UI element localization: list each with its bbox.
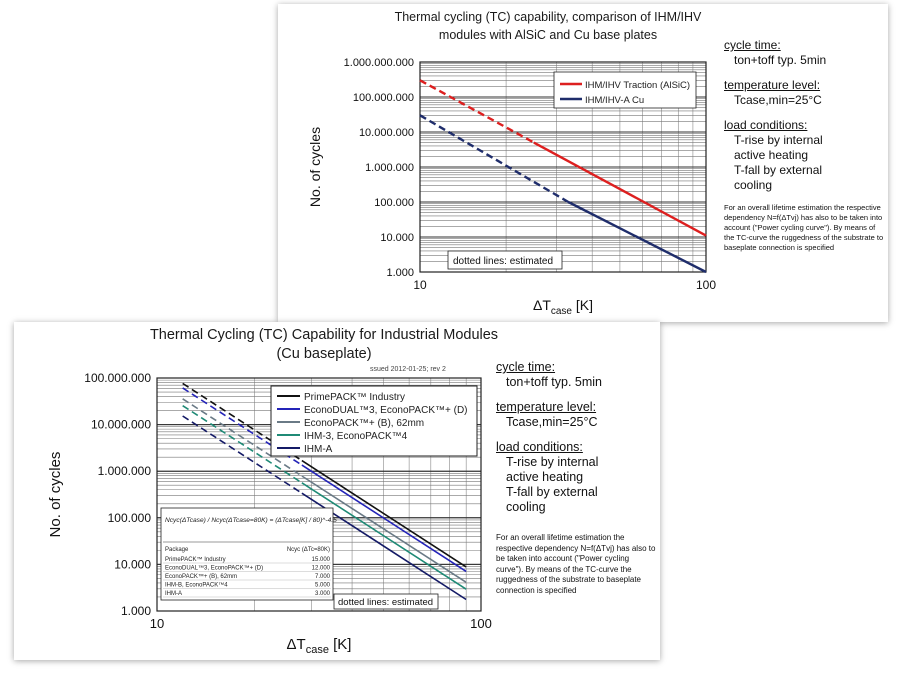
bottom-chart-card: [14, 322, 660, 660]
table-cell-n: 5.000: [314, 582, 330, 589]
bottom-cycle-text: ton+toff typ. 5min: [506, 375, 603, 389]
bottom-temp-heading: temperature level:: [496, 400, 597, 414]
table-cell-package: PrimePACK™ Industry: [165, 557, 226, 563]
x-tick-label: 10: [413, 278, 427, 292]
series-line-estimated: [420, 80, 534, 142]
table-cell-n: 15.000: [311, 557, 330, 563]
legend-label: IHM/IHV-A Cu: [585, 95, 645, 106]
y-tick-label: 10.000.000: [90, 417, 151, 432]
table-cell-package: IHM-A: [165, 591, 182, 597]
top-temp-text: Tcase,min=25°C: [734, 93, 822, 107]
x-axis-label: $\Delta T_{case}$ [K]: [286, 636, 352, 656]
table-header-n: Ncyc (ΔTc=80K): [286, 547, 330, 553]
y-axis-label: No. of cycles: [307, 126, 323, 208]
legend-label: IHM-A: [304, 444, 333, 455]
y-tick-label: 10.000.000: [358, 127, 414, 139]
top-temp-heading: temperature level:: [724, 78, 821, 92]
top-load-heading: load conditions:: [724, 118, 808, 132]
bottom-cycle-heading: cycle time:: [496, 360, 556, 374]
top-cycle-heading: cycle time:: [724, 38, 781, 52]
top-cycle-text: ton+toff typ. 5min: [734, 53, 827, 67]
y-tick-label: 100.000: [374, 197, 414, 209]
table-cell-n: 12.000: [311, 565, 330, 572]
table-cell-n: 7.000: [314, 574, 330, 580]
y-tick-label: 1.000.000: [365, 162, 414, 174]
top-load-line4: cooling: [734, 178, 773, 192]
table-cell-package: EconoDUAL™3, EconoPACK™+ (D): [165, 565, 264, 572]
y-tick-label: 100.000.000: [352, 92, 414, 104]
formula-table-inset: [161, 508, 337, 600]
bottom-load-line3: T-fall by external: [506, 485, 598, 499]
y-tick-label: 1.000: [386, 267, 414, 279]
top-chart-card: [278, 4, 888, 322]
table-cell-package: EconoPACK™+ (B), 62mm: [165, 574, 238, 580]
bottom-title-line1: Thermal Cycling (TC) Capability for Industrial Modules: [149, 327, 499, 343]
bottom-temp-text: Tcase,min=25°C: [506, 415, 598, 429]
top-title-line2: modules with AlSiC and Cu base plates: [438, 28, 658, 42]
legend-label: IHM-3, EconoPACK™4: [304, 431, 408, 442]
top-load-line3: T-fall by external: [734, 163, 823, 177]
legend-label: EconoPACK™+ (B), 62mm: [304, 418, 425, 429]
y-axis-label: No. of cycles: [47, 451, 64, 538]
table-cell-package: IHM-B, EconoPACK™4: [165, 582, 228, 589]
top-load-line2: active heating: [734, 148, 809, 162]
y-tick-label: 1.000: [120, 604, 151, 618]
bottom-lifetime-note: For an overall lifetime estimation the respective dependency N=f(ΔTvj) has also to be taken into account ("Power cycling curve"). By means of the TC-curve the ruggedness of the substrate to baseplate connection is specified: [496, 533, 656, 595]
top-load-line1: T-rise by internal: [734, 133, 823, 147]
estimated-note: dotted lines: estimated: [338, 597, 434, 608]
legend-label: IHM/IHV Traction (AlSiC): [585, 80, 691, 91]
top-lifetime-note: For an overall lifetime estimation the respective dependency N=f(ΔTvj) has also to be taken into account ("Power cycling curve"). By means of the TC-curve the ruggedness of the substrate to baseplate connection is specified: [724, 203, 884, 252]
y-tick-label: 100.000.000: [84, 371, 151, 385]
y-tick-label: 10.000: [380, 232, 414, 244]
x-tick-label: 10: [149, 616, 165, 631]
bottom-load-line4: cooling: [506, 500, 546, 514]
formula: Ncyc(ΔTcase) / Ncyc(ΔTcase=80K) = (ΔTcase[K] / 80)^-4.5: [165, 517, 337, 524]
x-tick-label: 100: [470, 616, 492, 631]
table-cell-n: 3.000: [314, 591, 330, 597]
legend: [554, 72, 696, 108]
revision-note: ssued 2012-01-25; rev 2: [370, 366, 446, 373]
x-axis-label: $\Delta T_{case}$ [K]: [532, 297, 594, 317]
bottom-load-heading: load conditions:: [496, 440, 583, 454]
legend: [271, 386, 477, 456]
bottom-title-line2: (Cu baseplate): [276, 346, 372, 362]
x-tick-label: 100: [695, 278, 717, 292]
top-side-notes: [724, 38, 884, 253]
legend-label: PrimePACK™ Industry: [304, 392, 405, 403]
legend-label: EconoDUAL™3, EconoPACK™+ (D): [304, 405, 468, 416]
series-line-estimated: [420, 115, 568, 202]
bottom-side-notes: [496, 360, 656, 596]
bottom-load-line1: T-rise by internal: [506, 455, 599, 469]
top-title-line1: Thermal cycling (TC) capability, comparison of IHM/IHV: [394, 10, 702, 24]
y-tick-label: 100.000: [107, 510, 151, 525]
y-tick-label: 1.000.000: [97, 464, 151, 479]
y-tick-label: 10.000: [114, 557, 151, 572]
estimated-note: dotted lines: estimated: [453, 256, 554, 267]
y-tick-label: 1.000.000.000: [343, 57, 414, 69]
bottom-load-line2: active heating: [506, 470, 584, 484]
table-header-package: Package: [165, 547, 189, 553]
